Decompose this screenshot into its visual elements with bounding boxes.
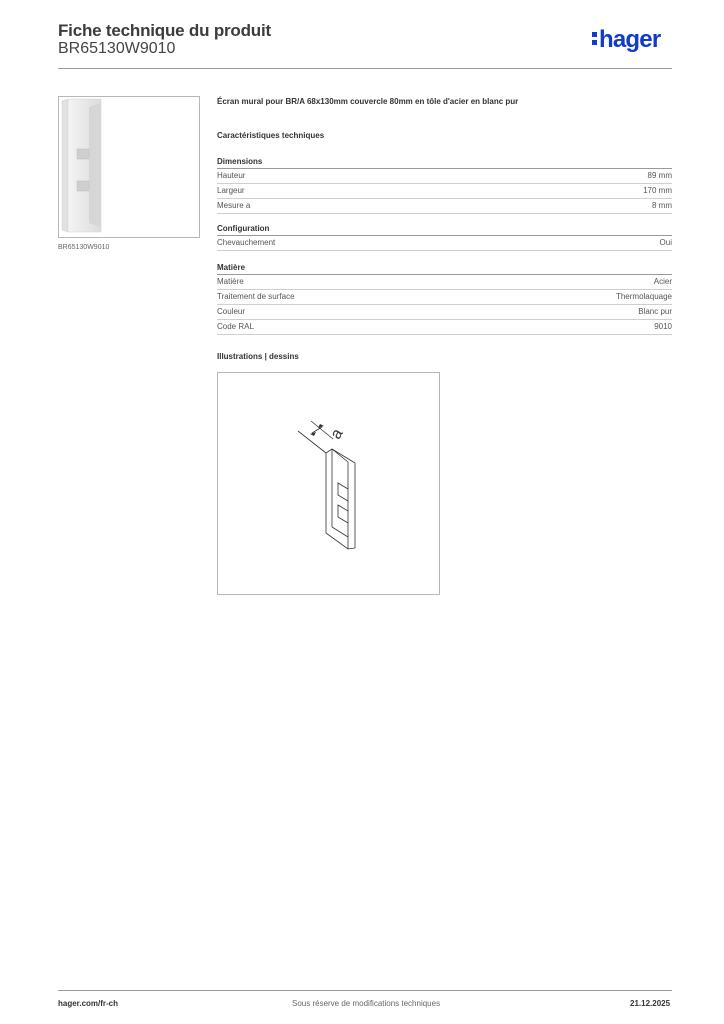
spec-label: Largeur <box>217 186 245 195</box>
section-title: Configuration <box>217 222 672 236</box>
spec-section-material <box>217 261 672 335</box>
spec-row <box>217 275 672 290</box>
header-divider <box>58 68 672 69</box>
section-title: Matière <box>217 261 672 275</box>
spec-label: Traitement de surface <box>217 292 295 301</box>
section-title: Dimensions <box>217 155 672 169</box>
product-description: Écran mural pour BR/A 68x130mm couvercle 80mm en tôle d'acier en blanc pur <box>217 97 519 106</box>
footer-divider <box>58 990 672 991</box>
page-title: Fiche technique du produit <box>58 21 271 40</box>
spec-label: Chevauchement <box>217 238 276 247</box>
spec-value: Thermolaquage <box>615 292 672 301</box>
product-image <box>58 96 200 238</box>
spec-value: 8 mm <box>652 201 672 210</box>
technical-drawing-icon <box>218 373 439 594</box>
spec-label: Couleur <box>217 307 246 316</box>
product-image-caption: BR65130W9010 <box>58 244 110 251</box>
spec-label: Matière <box>217 277 244 286</box>
spec-row <box>217 320 672 335</box>
dimension-label: a <box>327 425 347 443</box>
spec-row <box>217 290 672 305</box>
specs-heading: Caractéristiques techniques <box>217 131 325 140</box>
footer-date: 21.12.2025 <box>630 999 671 1008</box>
product-reference: BR65130W9010 <box>58 40 176 57</box>
spec-row <box>217 236 672 251</box>
spec-section-configuration <box>217 222 672 251</box>
spec-row <box>217 184 672 199</box>
technical-drawing <box>217 372 440 595</box>
footer-disclaimer: Sous réserve de modifications techniques <box>292 999 441 1008</box>
spec-value: 9010 <box>654 322 672 331</box>
spec-value: Acier <box>653 277 672 286</box>
product-photo-icon <box>59 97 199 237</box>
spec-value: 170 mm <box>643 186 672 195</box>
spec-section-dimensions <box>217 155 672 214</box>
spec-row <box>217 199 672 214</box>
spec-value: 89 mm <box>647 171 672 180</box>
illustrations-heading: Illustrations | dessins <box>217 352 299 361</box>
footer-website-link[interactable]: hager.com/fr-ch <box>58 999 119 1008</box>
spec-row <box>217 169 672 184</box>
spec-row <box>217 305 672 320</box>
spec-value: Blanc pur <box>638 307 672 316</box>
spec-label: Hauteur <box>217 171 246 180</box>
spec-value: Oui <box>659 238 672 247</box>
spec-label: Code RAL <box>217 322 254 331</box>
logo-text: hager <box>599 26 661 53</box>
logo-dots-icon <box>592 30 597 46</box>
hager-logo[interactable] <box>592 28 660 52</box>
spec-label: Mesure a <box>217 201 251 210</box>
